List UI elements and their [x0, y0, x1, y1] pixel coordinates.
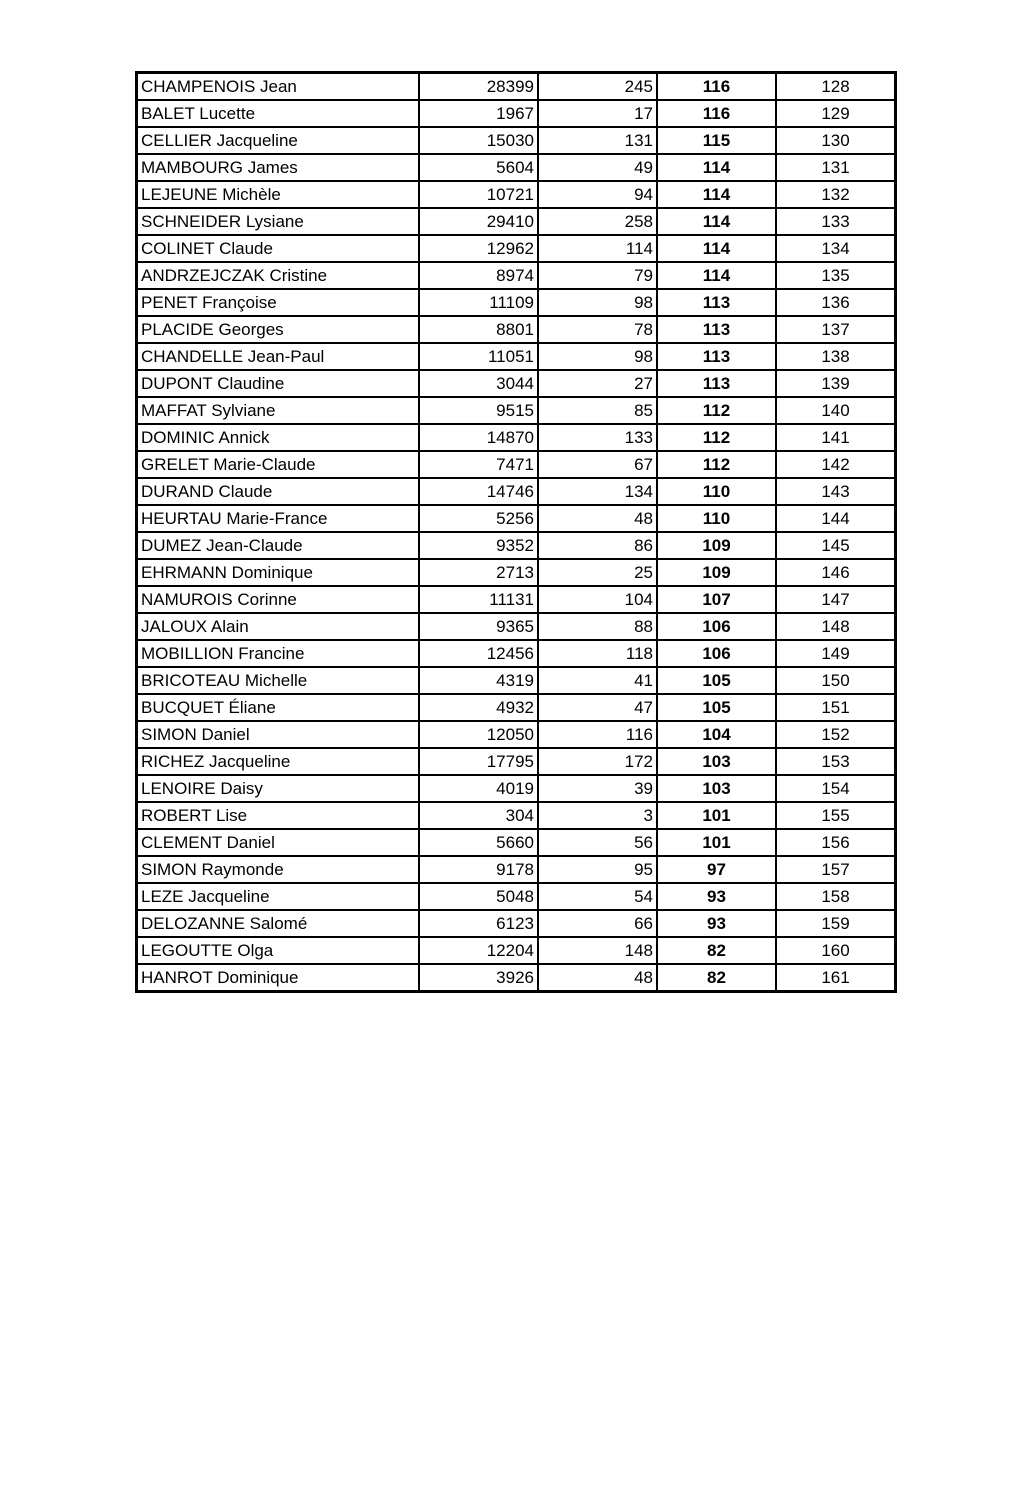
table-row: [137, 370, 896, 397]
rank-cell: 153: [776, 748, 896, 775]
rank-cell: 154: [776, 775, 896, 802]
value-2-cell: 95: [538, 856, 657, 883]
table-row: [137, 343, 896, 370]
value-1-cell: 4932: [419, 694, 538, 721]
score-cell: 116: [657, 100, 776, 127]
name-cell: PLACIDE Georges: [137, 316, 420, 343]
name-cell: ROBERT Lise: [137, 802, 420, 829]
table-row: [137, 316, 896, 343]
name-cell: LEZE Jacqueline: [137, 883, 420, 910]
name-cell: LEJEUNE Michèle: [137, 181, 420, 208]
table-row: [137, 802, 896, 829]
name-cell: SIMON Daniel: [137, 721, 420, 748]
value-1-cell: 17795: [419, 748, 538, 775]
rank-cell: 158: [776, 883, 896, 910]
rank-cell: 131: [776, 154, 896, 181]
table-row: [137, 721, 896, 748]
results-table-body: [137, 73, 896, 992]
value-2-cell: 104: [538, 586, 657, 613]
score-cell: 101: [657, 829, 776, 856]
value-1-cell: 4319: [419, 667, 538, 694]
value-1-cell: 11131: [419, 586, 538, 613]
name-cell: BUCQUET Éliane: [137, 694, 420, 721]
value-2-cell: 56: [538, 829, 657, 856]
name-cell: RICHEZ Jacqueline: [137, 748, 420, 775]
score-cell: 116: [657, 73, 776, 101]
name-cell: CHAMPENOIS Jean: [137, 73, 420, 101]
table-row: [137, 937, 896, 964]
rank-cell: 141: [776, 424, 896, 451]
value-2-cell: 41: [538, 667, 657, 694]
name-cell: DUPONT Claudine: [137, 370, 420, 397]
value-1-cell: 11051: [419, 343, 538, 370]
score-cell: 97: [657, 856, 776, 883]
table-row: [137, 235, 896, 262]
score-cell: 109: [657, 532, 776, 559]
table-row: [137, 100, 896, 127]
score-cell: 82: [657, 964, 776, 992]
name-cell: CHANDELLE Jean-Paul: [137, 343, 420, 370]
score-cell: 106: [657, 613, 776, 640]
value-2-cell: 48: [538, 505, 657, 532]
rank-cell: 152: [776, 721, 896, 748]
value-1-cell: 3926: [419, 964, 538, 992]
value-1-cell: 10721: [419, 181, 538, 208]
value-1-cell: 28399: [419, 73, 538, 101]
value-2-cell: 27: [538, 370, 657, 397]
value-1-cell: 12050: [419, 721, 538, 748]
name-cell: HANROT Dominique: [137, 964, 420, 992]
score-cell: 114: [657, 181, 776, 208]
score-cell: 107: [657, 586, 776, 613]
rank-cell: 140: [776, 397, 896, 424]
value-1-cell: 304: [419, 802, 538, 829]
rank-cell: 159: [776, 910, 896, 937]
score-cell: 115: [657, 127, 776, 154]
score-cell: 112: [657, 397, 776, 424]
table-row: [137, 910, 896, 937]
value-1-cell: 4019: [419, 775, 538, 802]
value-1-cell: 9515: [419, 397, 538, 424]
rank-cell: 129: [776, 100, 896, 127]
value-2-cell: 54: [538, 883, 657, 910]
value-2-cell: 134: [538, 478, 657, 505]
table-row: [137, 694, 896, 721]
value-1-cell: 8801: [419, 316, 538, 343]
name-cell: DELOZANNE Salomé: [137, 910, 420, 937]
rank-cell: 142: [776, 451, 896, 478]
rank-cell: 133: [776, 208, 896, 235]
rank-cell: 148: [776, 613, 896, 640]
value-2-cell: 78: [538, 316, 657, 343]
table-row: [137, 748, 896, 775]
value-1-cell: 29410: [419, 208, 538, 235]
score-cell: 113: [657, 370, 776, 397]
value-2-cell: 98: [538, 289, 657, 316]
score-cell: 93: [657, 883, 776, 910]
name-cell: DURAND Claude: [137, 478, 420, 505]
rank-cell: 128: [776, 73, 896, 101]
name-cell: SIMON Raymonde: [137, 856, 420, 883]
value-1-cell: 5660: [419, 829, 538, 856]
table-row: [137, 559, 896, 586]
value-2-cell: 131: [538, 127, 657, 154]
value-2-cell: 79: [538, 262, 657, 289]
rank-cell: 137: [776, 316, 896, 343]
name-cell: ANDRZEJCZAK Cristine: [137, 262, 420, 289]
rank-cell: 147: [776, 586, 896, 613]
value-1-cell: 15030: [419, 127, 538, 154]
table-row: [137, 262, 896, 289]
rank-cell: 132: [776, 181, 896, 208]
value-1-cell: 11109: [419, 289, 538, 316]
score-cell: 110: [657, 478, 776, 505]
value-1-cell: 9178: [419, 856, 538, 883]
value-2-cell: 86: [538, 532, 657, 559]
value-2-cell: 133: [538, 424, 657, 451]
table-row: [137, 883, 896, 910]
rank-cell: 145: [776, 532, 896, 559]
name-cell: PENET Françoise: [137, 289, 420, 316]
name-cell: COLINET Claude: [137, 235, 420, 262]
value-2-cell: 48: [538, 964, 657, 992]
score-cell: 104: [657, 721, 776, 748]
name-cell: DUMEZ Jean-Claude: [137, 532, 420, 559]
value-2-cell: 3: [538, 802, 657, 829]
value-2-cell: 47: [538, 694, 657, 721]
value-2-cell: 116: [538, 721, 657, 748]
name-cell: HEURTAU Marie-France: [137, 505, 420, 532]
name-cell: MAMBOURG James: [137, 154, 420, 181]
rank-cell: 144: [776, 505, 896, 532]
rank-cell: 130: [776, 127, 896, 154]
value-2-cell: 49: [538, 154, 657, 181]
score-cell: 112: [657, 451, 776, 478]
score-cell: 110: [657, 505, 776, 532]
value-1-cell: 8974: [419, 262, 538, 289]
table-row: [137, 208, 896, 235]
score-cell: 114: [657, 262, 776, 289]
rank-cell: 160: [776, 937, 896, 964]
score-cell: 113: [657, 316, 776, 343]
rank-cell: 157: [776, 856, 896, 883]
name-cell: DOMINIC Annick: [137, 424, 420, 451]
value-1-cell: 5048: [419, 883, 538, 910]
rank-cell: 146: [776, 559, 896, 586]
table-row: [137, 532, 896, 559]
name-cell: SCHNEIDER Lysiane: [137, 208, 420, 235]
score-cell: 93: [657, 910, 776, 937]
name-cell: LENOIRE Daisy: [137, 775, 420, 802]
table-row: [137, 181, 896, 208]
value-1-cell: 14746: [419, 478, 538, 505]
score-cell: 105: [657, 694, 776, 721]
score-cell: 114: [657, 154, 776, 181]
score-cell: 82: [657, 937, 776, 964]
rank-cell: 139: [776, 370, 896, 397]
rank-cell: 134: [776, 235, 896, 262]
rank-cell: 161: [776, 964, 896, 992]
score-cell: 113: [657, 343, 776, 370]
value-1-cell: 3044: [419, 370, 538, 397]
value-1-cell: 9352: [419, 532, 538, 559]
value-1-cell: 12204: [419, 937, 538, 964]
value-2-cell: 98: [538, 343, 657, 370]
table-row: [137, 289, 896, 316]
rank-cell: 149: [776, 640, 896, 667]
table-row: [137, 613, 896, 640]
score-cell: 101: [657, 802, 776, 829]
value-1-cell: 14870: [419, 424, 538, 451]
value-1-cell: 5604: [419, 154, 538, 181]
table-row: [137, 127, 896, 154]
value-2-cell: 94: [538, 181, 657, 208]
rank-cell: 143: [776, 478, 896, 505]
value-1-cell: 12962: [419, 235, 538, 262]
value-2-cell: 114: [538, 235, 657, 262]
value-1-cell: 5256: [419, 505, 538, 532]
table-row: [137, 154, 896, 181]
table-row: [137, 424, 896, 451]
value-2-cell: 172: [538, 748, 657, 775]
score-cell: 114: [657, 208, 776, 235]
score-cell: 103: [657, 775, 776, 802]
score-cell: 114: [657, 235, 776, 262]
value-1-cell: 12456: [419, 640, 538, 667]
results-table: [135, 71, 897, 993]
name-cell: MAFFAT Sylviane: [137, 397, 420, 424]
value-2-cell: 258: [538, 208, 657, 235]
name-cell: GRELET Marie-Claude: [137, 451, 420, 478]
table-row: [137, 397, 896, 424]
name-cell: CLEMENT Daniel: [137, 829, 420, 856]
name-cell: EHRMANN Dominique: [137, 559, 420, 586]
rank-cell: 156: [776, 829, 896, 856]
score-cell: 106: [657, 640, 776, 667]
name-cell: BRICOTEAU Michelle: [137, 667, 420, 694]
table-row: [137, 640, 896, 667]
score-cell: 105: [657, 667, 776, 694]
value-2-cell: 66: [538, 910, 657, 937]
name-cell: BALET Lucette: [137, 100, 420, 127]
value-1-cell: 7471: [419, 451, 538, 478]
score-cell: 109: [657, 559, 776, 586]
score-cell: 112: [657, 424, 776, 451]
table-row: [137, 451, 896, 478]
table-row: [137, 775, 896, 802]
name-cell: CELLIER Jacqueline: [137, 127, 420, 154]
table-row: [137, 964, 896, 992]
score-cell: 113: [657, 289, 776, 316]
table-row: [137, 505, 896, 532]
name-cell: MOBILLION Francine: [137, 640, 420, 667]
name-cell: NAMUROIS Corinne: [137, 586, 420, 613]
value-2-cell: 118: [538, 640, 657, 667]
table-row: [137, 667, 896, 694]
value-1-cell: 2713: [419, 559, 538, 586]
rank-cell: 150: [776, 667, 896, 694]
name-cell: JALOUX Alain: [137, 613, 420, 640]
table-row: [137, 829, 896, 856]
table-row: [137, 586, 896, 613]
value-2-cell: 17: [538, 100, 657, 127]
value-2-cell: 88: [538, 613, 657, 640]
rank-cell: 155: [776, 802, 896, 829]
value-2-cell: 85: [538, 397, 657, 424]
table-row: [137, 478, 896, 505]
rank-cell: 138: [776, 343, 896, 370]
value-1-cell: 6123: [419, 910, 538, 937]
value-1-cell: 9365: [419, 613, 538, 640]
value-2-cell: 245: [538, 73, 657, 101]
rank-cell: 136: [776, 289, 896, 316]
table-row: [137, 73, 896, 101]
rank-cell: 135: [776, 262, 896, 289]
value-2-cell: 25: [538, 559, 657, 586]
rank-cell: 151: [776, 694, 896, 721]
name-cell: LEGOUTTE Olga: [137, 937, 420, 964]
table-row: [137, 856, 896, 883]
value-1-cell: 1967: [419, 100, 538, 127]
score-cell: 103: [657, 748, 776, 775]
value-2-cell: 148: [538, 937, 657, 964]
value-2-cell: 67: [538, 451, 657, 478]
value-2-cell: 39: [538, 775, 657, 802]
